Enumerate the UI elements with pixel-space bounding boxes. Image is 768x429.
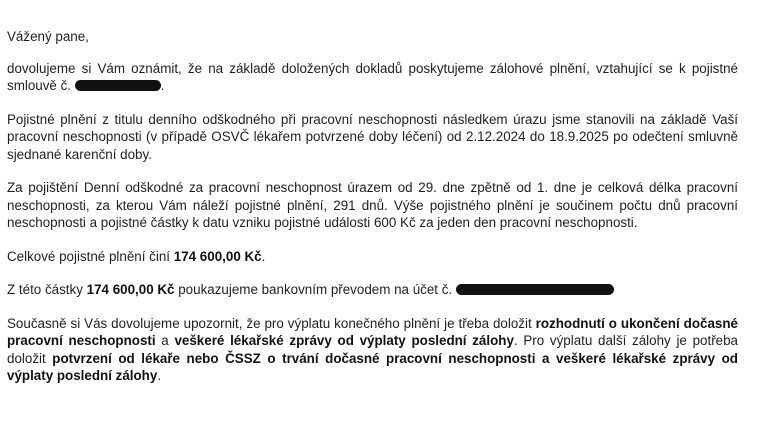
redacted-policy-number (75, 80, 161, 91)
total-suffix: . (261, 248, 266, 264)
transfer-prefix: Z této částky (7, 282, 83, 297)
transfer-amount: 174 600,00 Kč (86, 282, 175, 297)
notice-bold-1: rozhodnutí o ukončení dočasné pracovní neschopnosti (7, 315, 738, 348)
total-amount: 174 600,00 Kč (173, 248, 262, 264)
paragraph-notice (7, 315, 738, 385)
transfer-middle: poukazujeme bankovním převodem na účet č. (178, 282, 453, 297)
notice-text-4: . (157, 368, 162, 383)
notice-bold-3: potvrzení od lékaře nebo ČSSZ o trvání dočasné pracovní neschopnosti a veškeré lékařské zprávy od výplaty poslední zálohy (7, 350, 738, 383)
greeting: Vážený pane, (7, 29, 89, 44)
notice-text-2: a (161, 333, 169, 348)
paragraph-benefit-period: Pojistné plnění z titulu denního odškodného při pracovní neschopnosti následkem úrazu jsme stanovili na základě Vaší pracovní neschopnosti (v případě OSVČ lékařem potvrzené doby léčení) od 2.12.2024 do 18.9.2025 po odečtení smluvně sjednané karenční doby. (7, 111, 738, 162)
paragraph-transfer (7, 281, 738, 299)
redacted-account-number (456, 284, 614, 295)
notice-bold-2: veškeré lékařské zprávy od výplaty poslední zálohy (174, 333, 514, 348)
notice-text-3: . Pro výplatu další zálohy je potřeba doložit (7, 333, 738, 366)
paragraph-advance-payment (7, 60, 738, 95)
paragraph-total (7, 248, 738, 266)
advance-payment-end: . (160, 78, 165, 93)
paragraph-calculation: Za pojištění Denní odškodné za pracovní neschopnost úrazem od 29. dne zpětně od 1. dne je celková délka pracovní neschopnosti, za kterou Vám náleží pojistné plnění, 291 dnů. Výše pojistného plnění je součinem počtu dnů pracovní neschopnosti a pojistné částky k datu vzniku pojistné události 600 Kč za jeden den pracovní neschopnosti. (7, 180, 738, 230)
advance-payment-text: dovolujeme si Vám oznámit, že na základě doložených dokladů poskytujeme zálohové plnění, vztahující se k pojistné smlouvě č. (7, 60, 738, 93)
total-prefix: Celkové pojistné plnění činí (7, 248, 171, 264)
notice-text-1: Současně si Vás dovolujeme upozornit, že pro výplatu konečného plnění je třeba doložit (7, 315, 532, 331)
